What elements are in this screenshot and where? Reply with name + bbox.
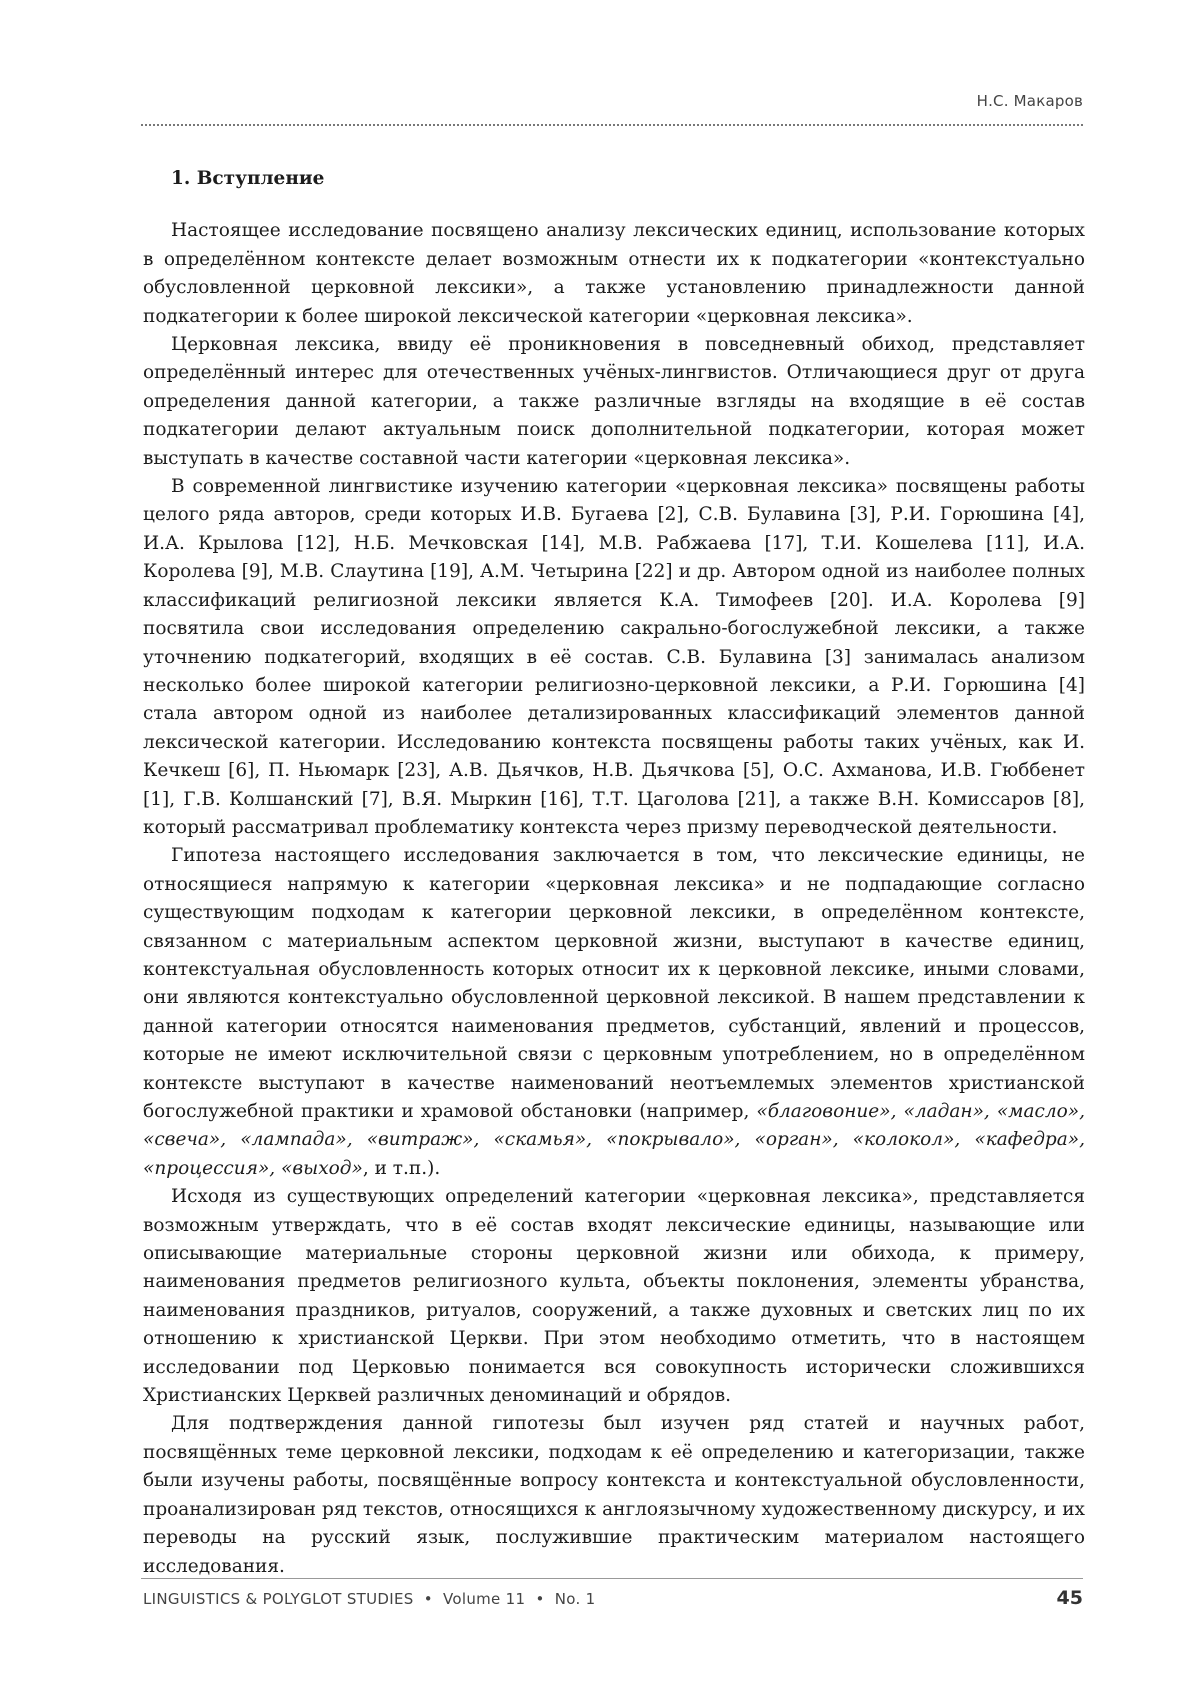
paragraph-4: [143, 842, 1085, 1183]
paragraph-4-text: Гипотеза настоящего исследования заключается в том, что лексические единицы, не относящиеся напрямую к категории «церковная лексика» и не подпадающие согласно существующим подходам к категории церковной лексики, в определённом контексте, связанном с материальным аспектом церковной жизни, выступают в качестве единиц, контекстуальная обусловленность которых относит их к церковной лексике, иными словами, они являются контекстуально обусловленной церковной лексикой. В нашем представлении к данной категории относятся наименования предметов, субстанций, явлений и процессов, которые не имеют исключительной связи с церковным употреблением, но в определённом контексте выступают в качестве наименований неотъемлемых элементов христианской богослужебной практики и храмовой обстановки (например,: [143, 845, 1085, 1122]
paragraph-3: В современной лингвистике изучению категории «церковная лексика» посвящены работы целого ряда авторов, среди которых И.В. Бугаева [2], С.В. Булавина [3], Р.И. Горюшина [4], И.А. Крылова [12], Н.Б. Мечковская [14], М.В. Рабжаева [17], Т.И. Кошелева [11], И.А. Королева [9], М.В. Слаутина [19], А.М. Четырина [22] и др. Автором одной из наиболее полных классификаций религиозной лексики является К.А. Тимофеев [20]. И.А. Королева [9] посвятила свои исследования определению сакрально-богослужебной лексики, а также уточнению подкатегорий, входящих в её состав. С.В. Булавина [3] занималась анализом несколько более широкой категории религиозно-церковной лексики, а Р.И. Горюшина [4] стала автором одной из наиболее детализированных классификаций элементов данной лексической категории. Исследованию контекста посвящены работы таких учёных, как И. Кечкеш [6], П. Ньюмарк [23], А.В. Дьячков, Н.В. Дьячкова [5], О.С. Ахманова, И.В. Гюббенет [1], Г.В. Колшанский [7], В.Я. Мыркин [16], Т.Т. Цаголова [21], а также В.Н. Комиссаров [8], который рассматривал проблематику контекста через призму переводческой деятельности.: [143, 476, 1085, 838]
paragraph-6: Для подтверждения данной гипотезы был изучен ряд статей и научных работ, посвящённых теме церковной лексики, подходам к её определению и категоризации, также были изучены работы, посвящённые вопросу контекста и контекстуальной обусловленности, проанализирован ряд текстов, относящихся к англоязычному художественному дискурсу, и их переводы на русский язык, послужившие практическим материалом настоящего исследования.: [143, 1413, 1085, 1577]
example-terms: «благовоние», «ладан», «масло», «свеча», «лампада», «витраж», «скамья», «покрывало», «орган», «колокол», «кафедра», «процессия», «выход»: [143, 1101, 1085, 1179]
section-heading: 1. Вступление: [171, 168, 325, 189]
paragraph-5: Исходя из существующих определений категории «церковная лексика», представляется возможным утверждать, что в её состав входят лексические единицы, называющие или описывающие материальные стороны церковной жизни или обихода, к примеру, наименования предметов религиозного культа, объекты поклонения, элементы убранства, наименования праздников, ритуалов, сооружений, а также духовных и светских лиц по их отношению к христианской Церкви. При этом необходимо отметить, что в настоящем исследовании под Церковью понимается вся совокупность исторически сложившихся Христианских Церквей различных деноминаций и обрядов.: [143, 1186, 1085, 1407]
running-header-author: Н.С. Макаров: [976, 92, 1083, 110]
article-body: [143, 165, 1085, 1581]
paragraph-2: Церковная лексика, ввиду её проникновения в повседневный обиход, представляет определённый интерес для отечественных учёных-лингвистов. Отличающиеся друг от друга определения данной категории, а также различные взгляды на входящие в её состав подкатегории делают актуальным поиск дополнительной подкатегории, которая может выступать в качестве составной части категории «церковная лексика».: [143, 334, 1085, 469]
footer-journal-info: LINGUISTICS & POLYGLOT STUDIES • Volume 11 • No. 1: [143, 1590, 596, 1608]
example-terms-tail: , и т.п.).: [362, 1157, 441, 1179]
header-divider: [141, 124, 1083, 126]
paragraph-1: Настоящее исследование посвящено анализу лексических единиц, использование которых в определённом контексте делает возможным отнести их к подкатегории «контекстуально обусловленной церковной лексики», а также установлению принадлежности данной подкатегории к более широкой лексической категории «церковная лексика».: [143, 220, 1085, 327]
page-number: 45: [1056, 1587, 1083, 1609]
footer-divider: [141, 1578, 1083, 1579]
